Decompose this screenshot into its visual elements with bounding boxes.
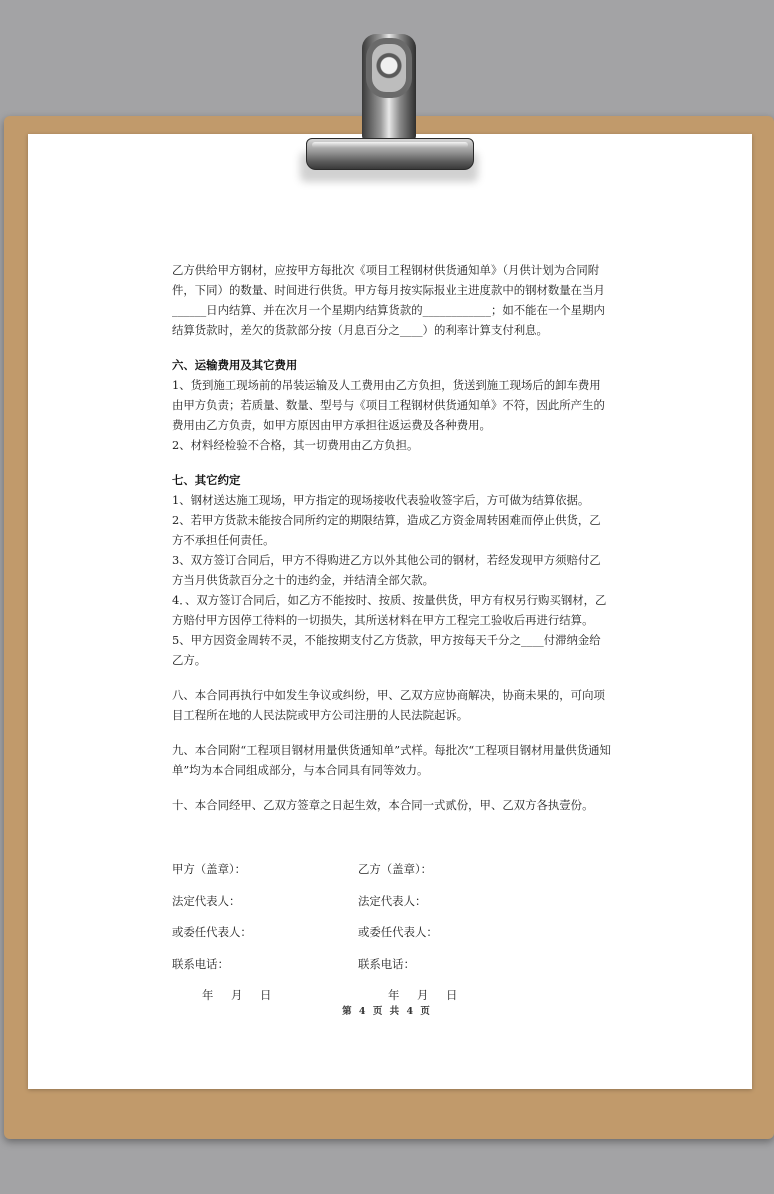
supply-paragraph: 乙方供给甲方钢材，应按甲方每批次《项目工程钢材供货通知单》（月供计划为合同附件，下同）的数量、时间进行供货。甲方每月按实际报业主进度款中的钢材数量在当月______日内结算、并在次月一个星期内结算货款的____________；如不能在一个星期内结算货款时，差欠的货款部分按（月息百分之____）的利率计算支付利息。 — [172, 263, 605, 337]
section-7-item: 3、双方签订合同后，甲方不得购进乙方以外其他公司的钢材，若经发现甲方须赔付乙方当月供货款百分之十的违约金，并结清全部欠款。 — [172, 553, 601, 587]
party-b-phone: 联系电话： — [358, 956, 415, 971]
section-10: 十、本合同经甲、乙双方签章之日起生效，本合同一式贰份，甲、乙双方各执壹份。 — [172, 798, 594, 812]
section-9: 九、本合同附“工程项目钢材用量供货通知单”式样。每批次“工程项目钢材用量供货通知单”均为本合同组成部分，与本合同具有同等效力。 — [172, 743, 611, 777]
party-a-signature — [172, 848, 271, 1016]
page-number: 第 4 页 共 4 页 — [342, 1006, 432, 1017]
section-6-title: 六、运输费用及其它费用 — [172, 358, 298, 372]
section-7-title: 七、其它约定 — [172, 473, 241, 487]
section-7-item: 5、甲方因资金周转不灵，不能按期支付乙方货款，甲方按每天千分之____付滞纳金给乙方。 — [172, 633, 601, 667]
party-b-signature — [358, 848, 457, 1016]
party-b-seal: 乙方（盖章）： — [358, 862, 433, 877]
party-b-legal-rep: 法定代表人： — [358, 893, 427, 908]
section-7-item: 4．、双方签订合同后，如乙方不能按时、按质、按量供货，甲方有权另行购买钢材，乙方赔付甲方因停工待料的一切损失，其所送材料在甲方工程完工验收后再进行结算。 — [172, 593, 607, 627]
section-6-item: 2、材料经检验不合格，其一切费用由乙方负担。 — [172, 438, 419, 452]
section-7-item: 1、钢材送达施工现场，甲方指定的现场接收代表验收签字后，方可做为结算依据。 — [172, 493, 590, 507]
party-a-phone: 联系电话： — [172, 956, 229, 971]
clip-lip — [312, 142, 468, 148]
section-7-item: 2、若甲方货款未能按合同所约定的期限结算，造成乙方资金周转困难而停止供货，乙方不承担任何责任。 — [172, 513, 601, 547]
party-b-agent: 或委任代表人： — [358, 925, 438, 940]
party-b-date: 年 月 日 — [388, 987, 458, 1002]
party-a-agent: 或委任代表人： — [172, 925, 252, 940]
section-6-item: 1、货到施工现场前的吊装运输及人工费用由乙方负担，货送到施工现场后的卸车费用由甲方负责；若质量、数量、型号与《项目工程钢材供货通知单》不符，因此所产生的费用由乙方负责，如甲方原因由甲方承担往返运费及各种费用。 — [172, 378, 605, 432]
contract-body — [172, 260, 612, 815]
section-8: 八、本合同再执行中如发生争议或纠纷，甲、乙双方应协商解决，协商未果的，可向项目工程所在地的人民法院或甲方公司注册的人民法院起诉。 — [172, 688, 605, 722]
clip-ring-icon — [366, 38, 412, 98]
party-a-legal-rep: 法定代表人： — [172, 893, 241, 908]
party-a-date: 年 月 日 — [202, 987, 272, 1002]
party-a-seal: 甲方（盖章）： — [172, 862, 247, 877]
